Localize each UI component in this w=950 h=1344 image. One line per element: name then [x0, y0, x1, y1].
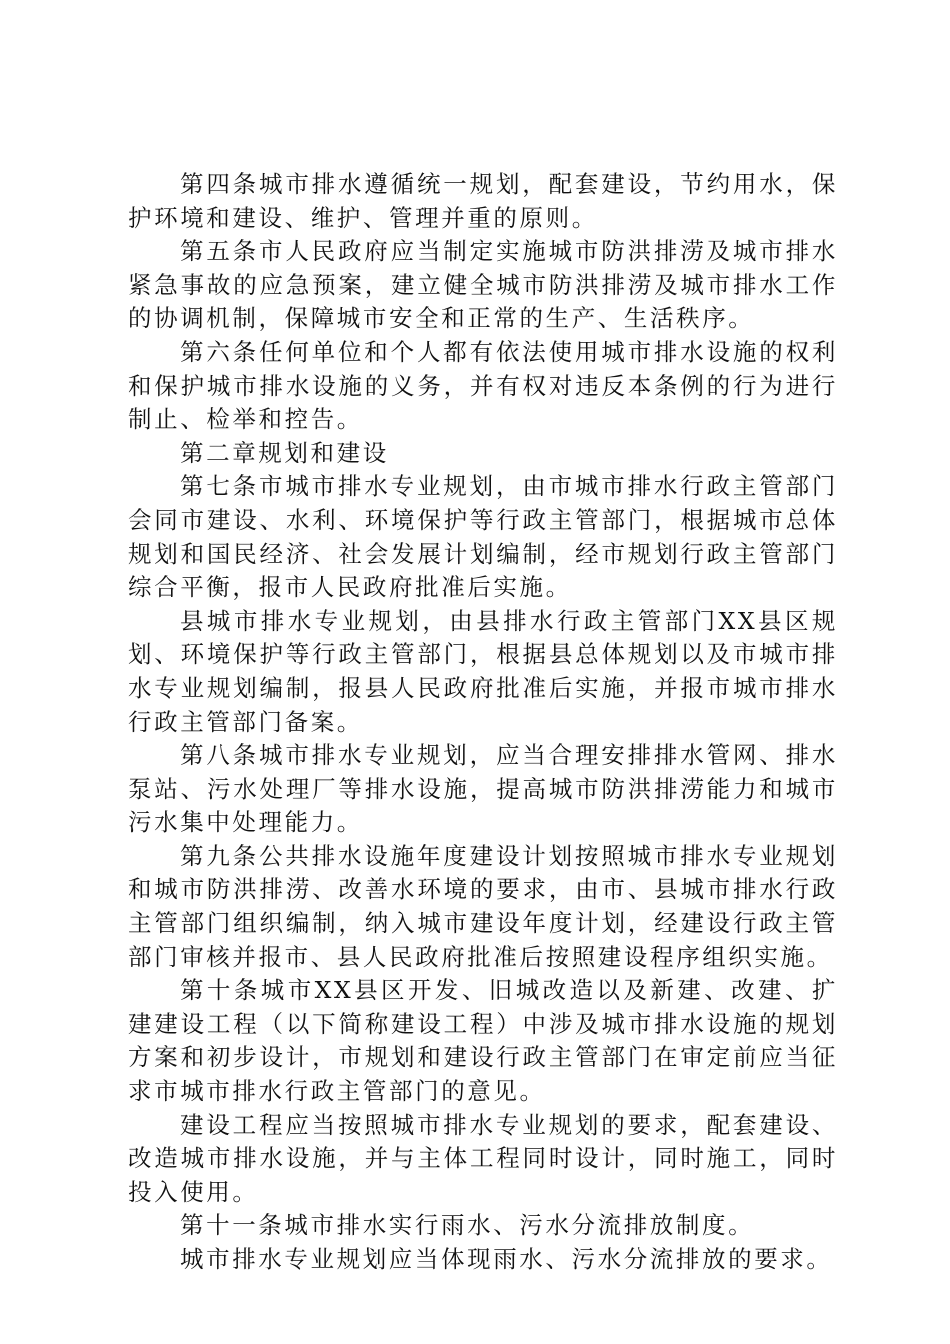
- article-8-paragraph: 第八条城市排水专业规划，应当合理安排排水管网、排水泵站、污水处理厂等排水设施，提高城市防洪排涝能力和城市污水集中处理能力。: [128, 741, 838, 837]
- chapter-2-heading: 第二章规划和建设: [180, 438, 389, 467]
- construction-project-paragraph: 建设工程应当按照城市排水专业规划的要求，配套建设、改造城市排水设施，并与主体工程同时设计，同时施工，同时投入使用。: [128, 1110, 838, 1206]
- article-9-paragraph: 第九条公共排水设施年度建设计划按照城市排水专业规划和城市防洪排涝、改善水环境的要求，由市、县城市排水行政主管部门组织编制，纳入城市建设年度计划，经建设行政主管部门审核并报市、县人民政府批准后按照建设程序组织实施。: [128, 841, 838, 971]
- article-7-paragraph: 第七条市城市排水专业规划，由市城市排水行政主管部门会同市建设、水利、环境保护等行政主管部门，根据城市总体规划和国民经济、社会发展计划编制，经市规划行政主管部门综合平衡，报市人民政府批准后实施。: [128, 472, 838, 602]
- article-6-paragraph: 第六条任何单位和个人都有依法使用城市排水设施的权利和保护城市排水设施的义务，并有权对违反本条例的行为进行制止、检举和控告。: [128, 337, 838, 434]
- article-11-paragraph: 第十一条城市排水实行雨水、污水分流排放制度。: [180, 1211, 755, 1240]
- article-5-paragraph: 第五条市人民政府应当制定实施城市防洪排涝及城市排水紧急事故的应急预案，建立健全城市防洪排涝及城市排水工作的协调机制，保障城市安全和正常的生产、生活秩序。: [128, 237, 838, 333]
- article-4-paragraph: 第四条城市排水遵循统一规划，配套建设，节约用水，保护环境和建设、维护、管理并重的原则。: [128, 170, 838, 232]
- article-10-paragraph: 第十条城市XX县区开发、旧城改造以及新建、改建、扩建建设工程（以下简称建设工程）中涉及城市排水设施的规划方案和初步设计，市规划和建设行政主管部门在审定前应当征求市城市排水行政主管部门的意见。: [128, 976, 838, 1106]
- diversion-requirement-paragraph: 城市排水专业规划应当体现雨水、污水分流排放的要求。: [180, 1245, 833, 1273]
- county-planning-paragraph: 县城市排水专业规划，由县排水行政主管部门XX县区规划、环境保护等行政主管部门，根据县总体规划以及市城市排水专业规划编制，报县人民政府批准后实施，并报市城市排水行政主管部门备案。: [128, 606, 838, 736]
- document-body: [128, 168, 838, 1277]
